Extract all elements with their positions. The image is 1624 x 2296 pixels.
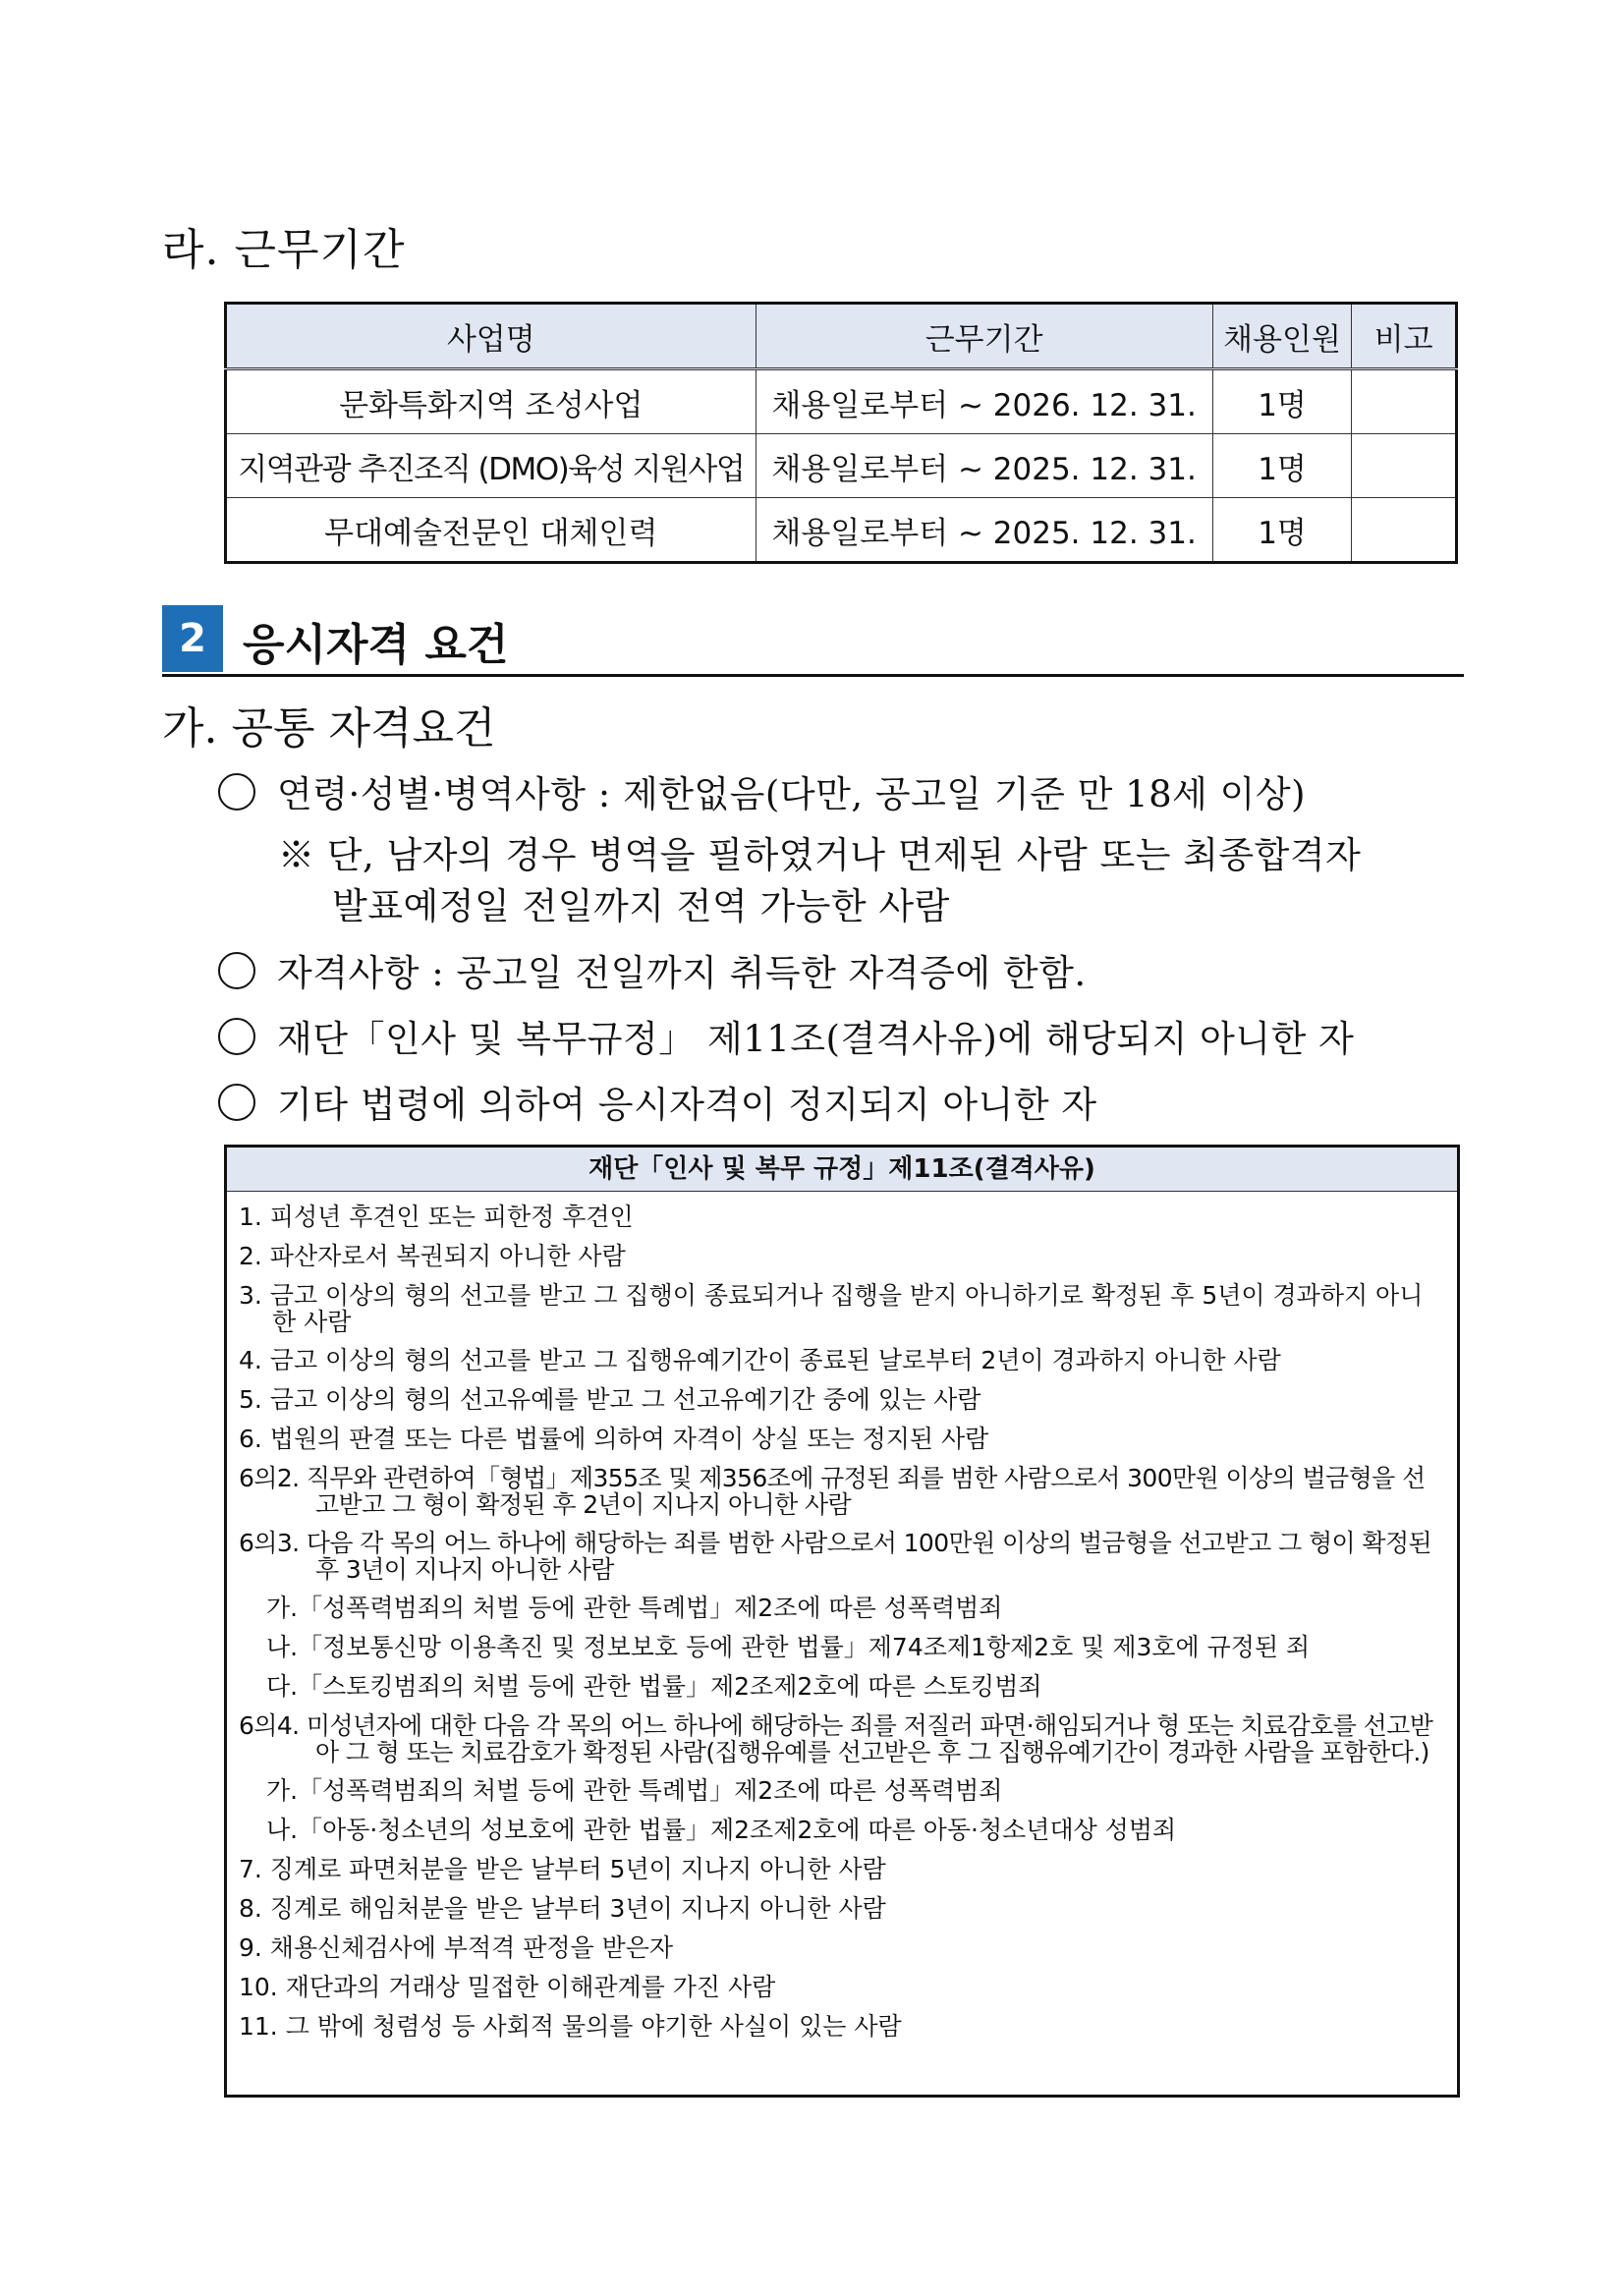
cell-remarks <box>1352 369 1457 434</box>
requirement-text: 재단「인사 및 복무규정」 제11조(결격사유)에 해당되지 아니한 자 <box>277 1018 1355 1060</box>
cell-headcount: 1명 <box>1212 369 1352 434</box>
list-item: 6의2. 직무와 관련하여「형법」제355조 및 제356조에 규정된 죄를 범한 사람으로서 300만원 이상의 벌금형을 선고받고 그 형이 확정된 후 2년이 지나지 아니한 사람 <box>239 1464 1426 1519</box>
table-row <box>226 369 1457 434</box>
requirement-text: 자격사항 : 공고일 전일까지 취득한 자격증에 한함. <box>277 952 1087 994</box>
requirement-text: 기타 법령에 의하여 응시자격이 정지되지 아니한 자 <box>277 1084 1097 1126</box>
list-subitem: 다.「스토킹범죄의 처벌 등에 관한 법률」제2조제2호에 따른 스토킹범죄 <box>266 1672 1042 1701</box>
list-item: 8. 징계로 해임처분을 받은 날부터 3년이 지나지 아니한 사람 <box>239 1894 886 1923</box>
cell-remarks <box>1352 434 1457 498</box>
requirement-item <box>218 1075 1097 1128</box>
list-item: 2. 파산자로서 복권되지 아니한 사람 <box>239 1242 626 1270</box>
requirement-text: 연령·성별·병역사항 : 제한없음(다만, 공고일 기준 만 18세 이상) <box>277 773 1307 815</box>
header-period: 근무기간 <box>756 304 1212 369</box>
list-subitem: 가.「성폭력범죄의 처벌 등에 관한 특례법」제2조에 따른 성폭력범죄 <box>266 1776 1003 1805</box>
header-remarks: 비고 <box>1352 304 1457 369</box>
cell-headcount: 1명 <box>1212 434 1352 498</box>
circle-bullet-icon <box>218 1018 255 1055</box>
work-period-table <box>224 302 1458 564</box>
requirement-item <box>218 764 1306 817</box>
table-row <box>226 498 1457 563</box>
cell-project: 문화특화지역 조성사업 <box>226 369 756 434</box>
list-item: 7. 징계로 파면처분을 받은 날부터 5년이 지나지 아니한 사람 <box>239 1855 886 1883</box>
note-line: 발표예정일 전일까지 전역 가능한 사람 <box>332 885 950 927</box>
circle-bullet-icon <box>218 952 255 989</box>
header-project: 사업명 <box>226 304 756 369</box>
disqualification-box <box>224 1145 1460 2098</box>
list-item: 6의3. 다음 각 목의 어느 하나에 해당하는 죄를 범한 사람으로서 100만원 이상의 벌금형을 선고받고 그 형이 확정된 후 3년이 지나지 아니한 사람 <box>239 1529 1432 1584</box>
circle-bullet-icon <box>218 1084 255 1121</box>
requirement-item <box>218 1009 1354 1062</box>
list-item: 5. 금고 이상의 형의 선고유예를 받고 그 선고유예기간 중에 있는 사람 <box>239 1385 981 1414</box>
list-item: 1. 피성년 후견인 또는 피한정 후견인 <box>239 1203 634 1231</box>
list-subitem: 가.「성폭력범죄의 처벌 등에 관한 특례법」제2조에 따른 성폭력범죄 <box>266 1594 1003 1622</box>
header-headcount: 채용인원 <box>1212 304 1352 369</box>
section-number-badge: 2 <box>162 605 223 672</box>
list-item: 9. 채용신체검사에 부적격 판정을 받은자 <box>239 1933 674 1962</box>
list-item: 10. 재단과의 거래상 밀접한 이해관계를 가진 사람 <box>239 1973 776 2001</box>
heading-work-period: 라. 근무기간 <box>162 225 406 275</box>
cell-period: 채용일로부터 ~ 2025. 12. 31. <box>756 434 1212 498</box>
list-item: 6의4. 미성년자에 대한 다음 각 목의 어느 하나에 해당하는 죄를 저질러 파면·해임되거나 형 또는 치료감호를 선고받아 그 형 또는 치료감호가 확정된 사람(집행유예를 선고받은 후 그 집행유예기간이 경과한 사람을 포함한다.) <box>239 1711 1433 1766</box>
list-subitem: 나.「정보통신망 이용촉진 및 정보보호 등에 관한 법률」제74조제1항제2호 및 제3호에 규정된 죄 <box>266 1633 1311 1661</box>
box-body <box>227 1192 1457 2046</box>
requirement-item <box>218 943 1087 996</box>
list-item: 4. 금고 이상의 형의 선고를 받고 그 집행유예기간이 종료된 날로부터 2년이 경과하지 아니한 사람 <box>239 1346 1281 1374</box>
table-header-row <box>226 304 1457 369</box>
list-subitem: 나.「아동·청소년의 성보호에 관한 법률」제2조제2호에 따른 아동·청소년대상 성범죄 <box>266 1816 1177 1844</box>
cell-project: 지역관광 추진조직 (DMO)육성 지원사업 <box>226 434 756 498</box>
circle-bullet-icon <box>218 773 255 811</box>
cell-period: 채용일로부터 ~ 2026. 12. 31. <box>756 369 1212 434</box>
cell-headcount: 1명 <box>1212 498 1352 563</box>
cell-remarks <box>1352 498 1457 563</box>
heading-common-requirements: 가. 공통 자격요건 <box>162 703 496 754</box>
list-item: 3. 금고 이상의 형의 선고를 받고 그 집행이 종료되거나 집행을 받지 아니하기로 확정된 후 5년이 경과하지 아니한 사람 <box>239 1281 1424 1336</box>
cell-period: 채용일로부터 ~ 2025. 12. 31. <box>756 498 1212 563</box>
table-row <box>226 434 1457 498</box>
section-title: 응시자격 요건 <box>243 620 509 670</box>
box-title: 재단「인사 및 복무 규정」제11조(결격사유) <box>227 1148 1457 1192</box>
list-item: 11. 그 밖에 청렴성 등 사회적 물의를 야기한 사실이 있는 사람 <box>239 2012 902 2041</box>
cell-project: 무대예술전문인 대체인력 <box>226 498 756 563</box>
list-item: 6. 법원의 판결 또는 다른 법률에 의하여 자격이 상실 또는 정지된 사람 <box>239 1425 989 1453</box>
note-line: ※ 단, 남자의 경우 병역을 필하였거나 면제된 사람 또는 최종합격자 <box>278 834 1362 876</box>
section-2-header <box>162 605 1464 677</box>
